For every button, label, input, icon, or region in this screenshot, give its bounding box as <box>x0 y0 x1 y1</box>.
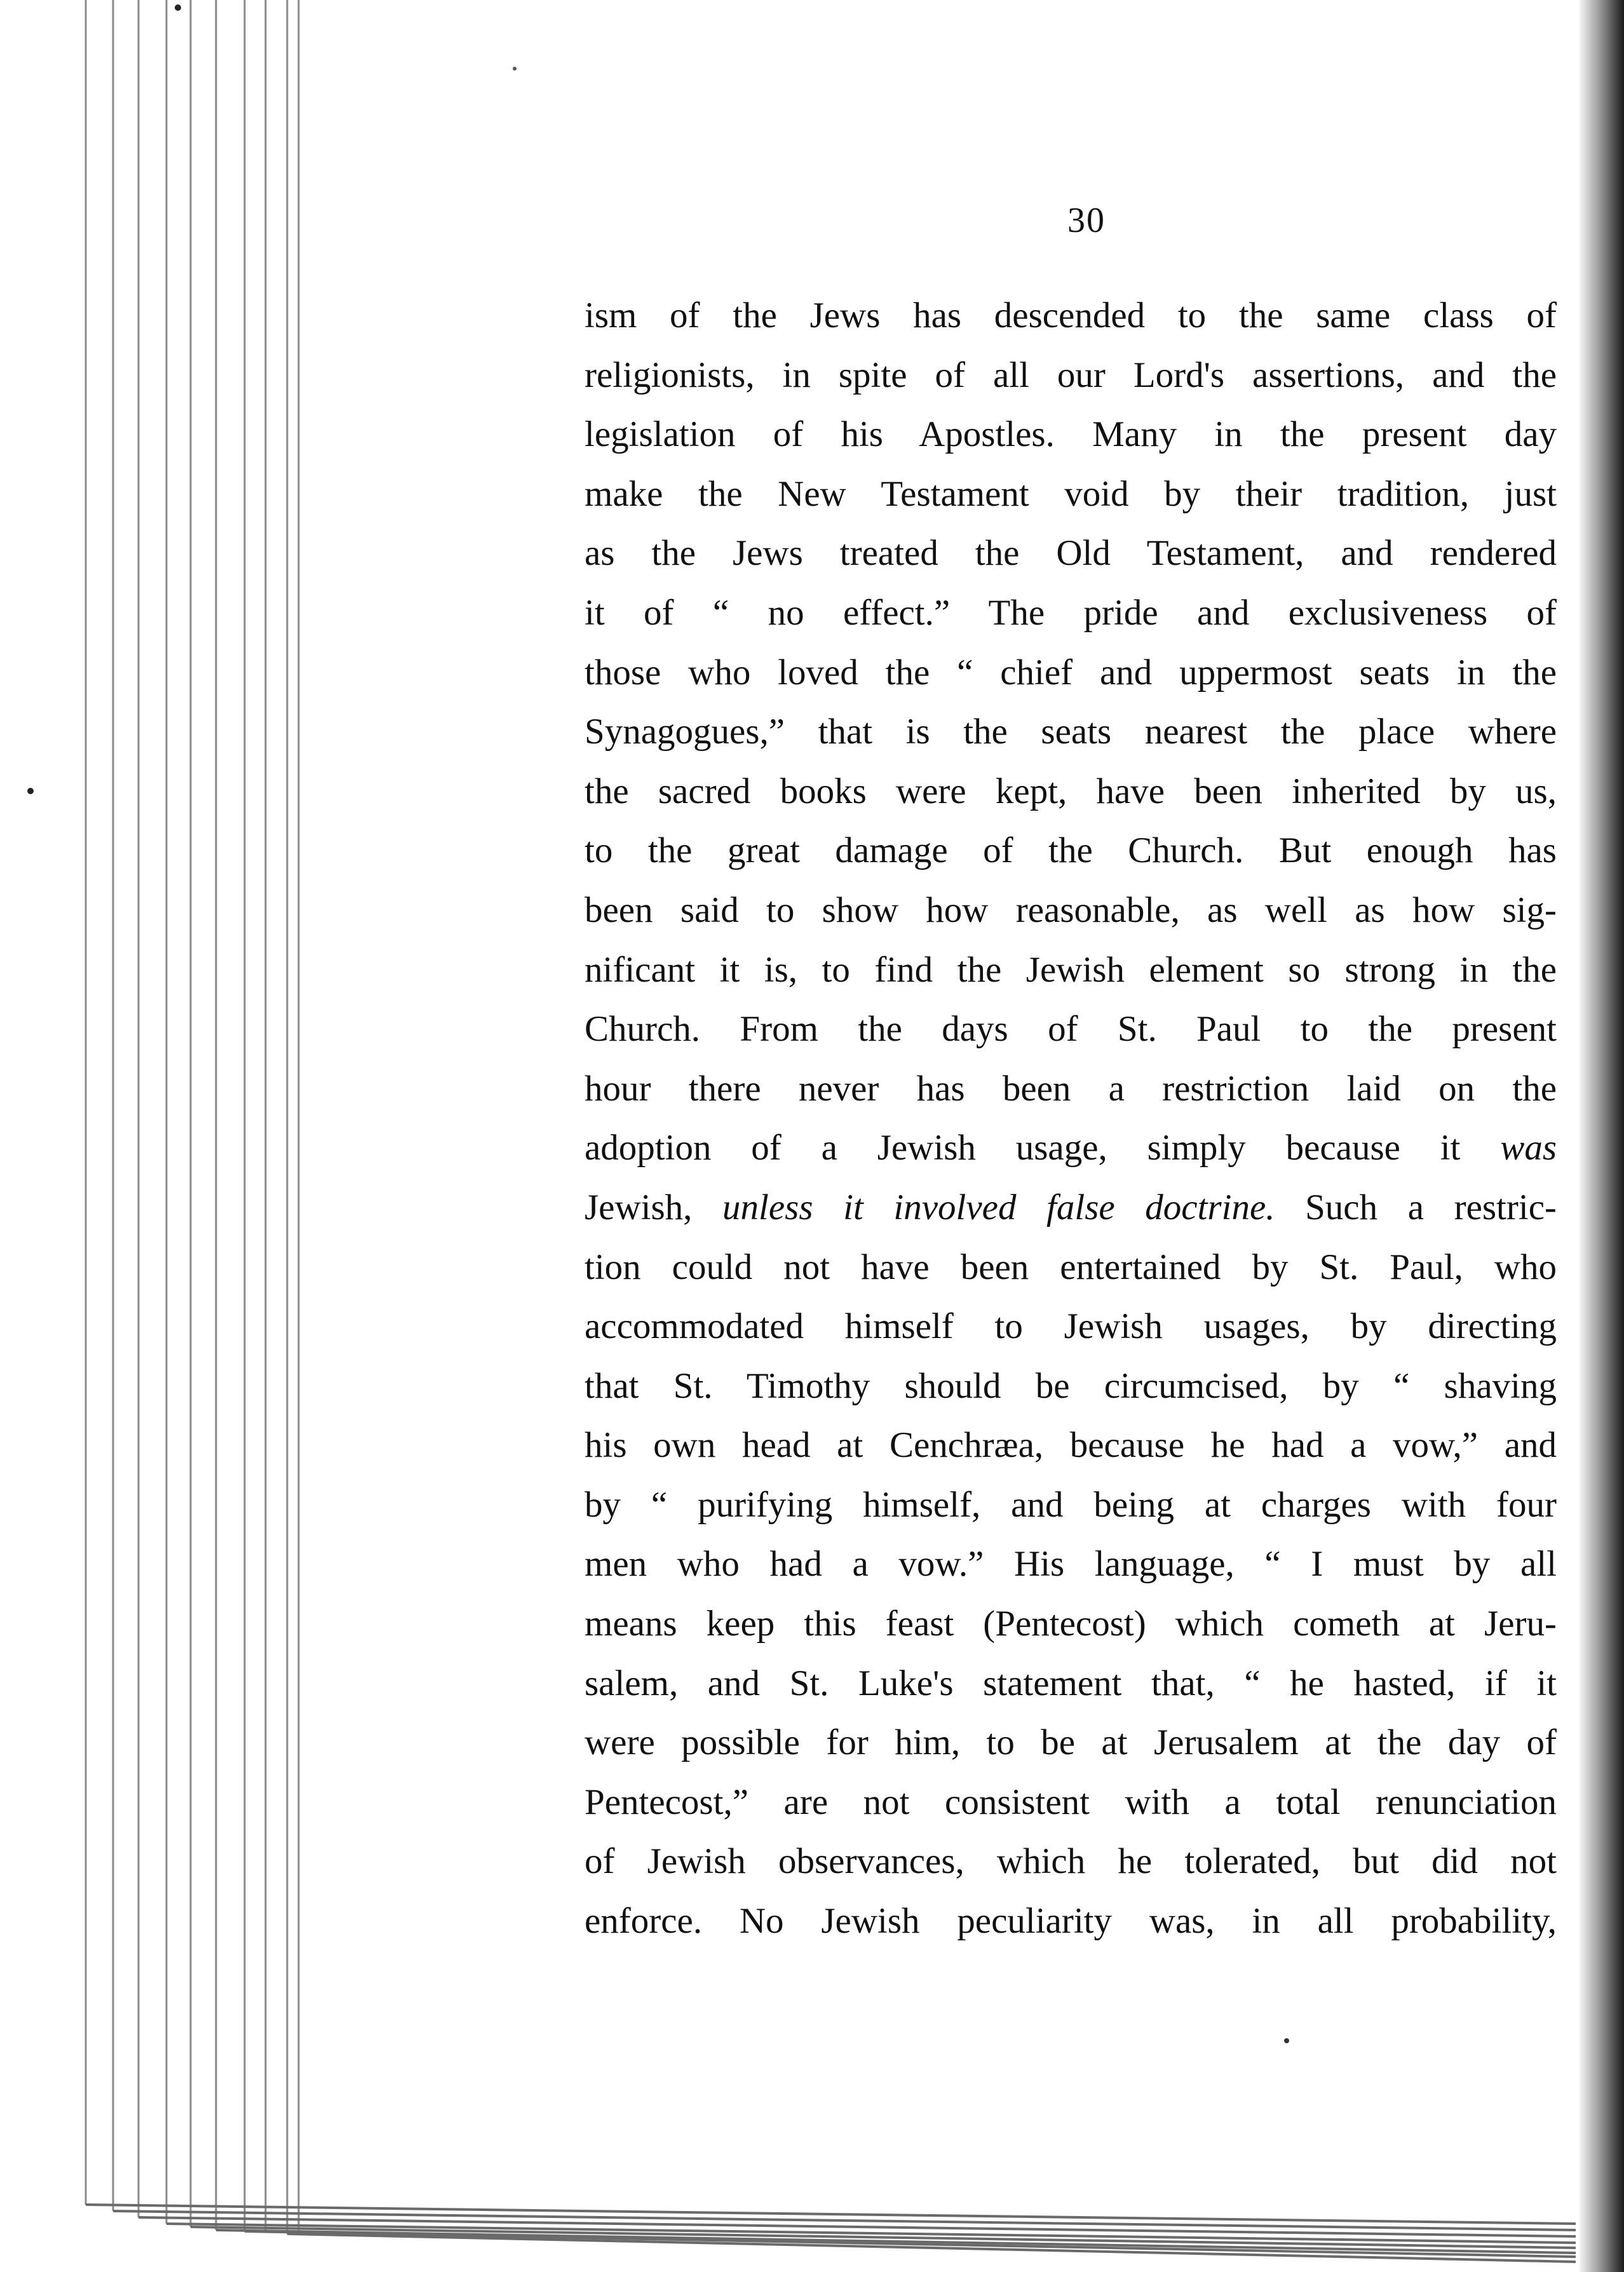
text-line <box>585 1832 1557 1891</box>
italic-text: unless it involved false doctrine. <box>722 1187 1275 1227</box>
text-line <box>585 1178 1557 1238</box>
text-line <box>585 1713 1557 1773</box>
text-segment: salem, and St. Luke's statement that, “ he hasted, if it <box>585 1663 1557 1703</box>
text-line <box>585 762 1557 822</box>
text-segment: ism of the Jews has descended to the same class of <box>585 295 1557 335</box>
text-segment: make the New Testament void by their tradition, just <box>585 473 1557 514</box>
text-segment: his own head at Cenchræa, because he had a vow,” and <box>585 1425 1557 1466</box>
text-line <box>585 1118 1557 1178</box>
text-segment: Such a restric- <box>1275 1187 1557 1227</box>
text-segment: by “ purifying himself, and being at charges with four <box>585 1484 1557 1525</box>
text-segment: Church. From the days of St. Paul to the present <box>585 1009 1557 1050</box>
text-line <box>585 286 1557 346</box>
page-number: 30 <box>1067 201 1106 240</box>
text-segment: the sacred books were kept, have been inherited by us, <box>585 771 1557 811</box>
text-line <box>585 1891 1557 1951</box>
text-segment: of Jewish observances, which he tolerated, but did not <box>585 1841 1557 1882</box>
text-line <box>585 1475 1557 1535</box>
text-segment: those who loved the “ chief and uppermost seats in the <box>585 652 1557 693</box>
text-segment: enforce. No Jewish peculiarity was, in all probability, <box>585 1901 1557 1942</box>
ink-speck <box>513 67 517 71</box>
text-line <box>585 583 1557 643</box>
text-line <box>585 346 1557 405</box>
text-segment: it of “ no effect.” The pride and exclusiveness of <box>585 592 1557 633</box>
text-segment: legislation of his Apostles. Many in the present day <box>585 414 1557 455</box>
text-line <box>585 1654 1557 1714</box>
text-line <box>585 1416 1557 1475</box>
text-segment: accommodated himself to Jewish usages, by directing <box>585 1306 1557 1347</box>
text-line <box>585 1059 1557 1119</box>
text-line <box>585 702 1557 762</box>
ink-speck <box>27 788 34 794</box>
text-line <box>585 405 1557 464</box>
text-line <box>585 1238 1557 1297</box>
text-line <box>585 1534 1557 1594</box>
text-line <box>585 940 1557 1000</box>
text-segment: adoption of a Jewish usage, simply because it <box>585 1128 1501 1168</box>
text-segment: to the great damage of the Church. But enough has <box>585 830 1557 871</box>
text-line <box>585 643 1557 703</box>
text-segment: men who had a vow.” His language, “ I must by all <box>585 1544 1557 1585</box>
italic-text: was <box>1500 1128 1557 1168</box>
text-segment: Pentecost,” are not consistent with a total renunciation <box>585 1782 1557 1822</box>
text-segment: been said to show how reasonable, as well as how sig- <box>585 889 1557 930</box>
text-line <box>585 464 1557 524</box>
text-line <box>585 1773 1557 1832</box>
ink-speck <box>1284 2038 1289 2043</box>
text-segment: tion could not have been entertained by St. Paul, who <box>585 1247 1557 1287</box>
body-text <box>585 286 1557 1951</box>
text-segment: religionists, in spite of all our Lord's assertions, and the <box>585 355 1557 395</box>
text-line <box>585 1297 1557 1356</box>
ink-speck <box>175 4 181 11</box>
text-segment: that St. Timothy should be circumcised, by “ shaving <box>585 1365 1557 1406</box>
text-line <box>585 881 1557 940</box>
book-gutter-shadow <box>1580 0 1624 2272</box>
text-line <box>585 1594 1557 1654</box>
text-line <box>585 821 1557 881</box>
text-segment: nificant it is, to find the Jewish element so strong in the <box>585 949 1557 990</box>
text-line <box>585 1356 1557 1416</box>
text-segment: hour there never has been a restriction laid on the <box>585 1068 1557 1109</box>
text-segment: means keep this feast (Pentecost) which cometh at Jeru- <box>585 1604 1557 1644</box>
text-segment: as the Jews treated the Old Testament, and rendered <box>585 533 1557 574</box>
text-line <box>585 999 1557 1059</box>
text-line <box>585 524 1557 583</box>
text-segment: were possible for him, to be at Jerusalem at the day of <box>585 1722 1557 1763</box>
text-segment: Synagogues,” that is the seats nearest the place where <box>585 712 1557 752</box>
text-segment: Jewish, <box>585 1187 723 1227</box>
